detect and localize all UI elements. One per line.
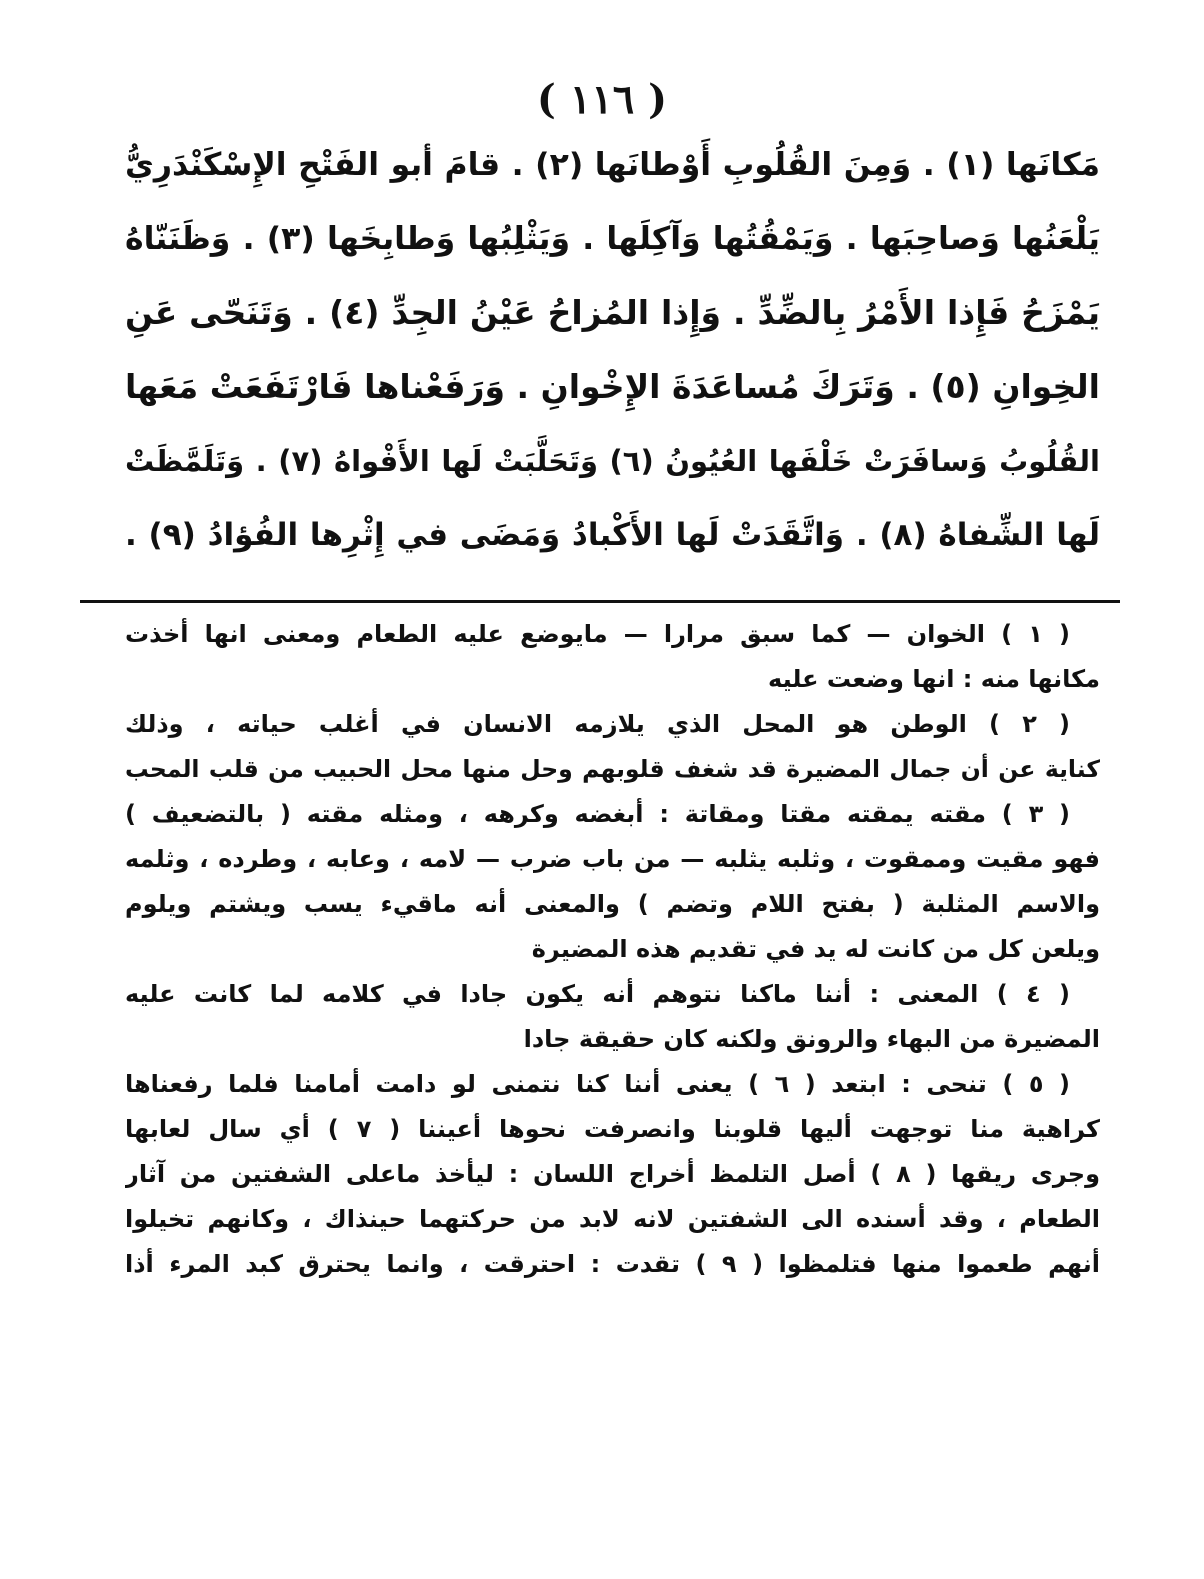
footnote-line: والاسم المثلبة ( بفتح اللام وتضم ) والمعنى أنه ماقيء يسب ويشتم ويلوم (125, 890, 1100, 918)
footnote-line: كناية عن أن جمال المضيرة قد شغف قلوبهم وحل منها محل الحبيب من قلب المحب (125, 755, 1100, 783)
footnotes (125, 612, 1100, 1287)
main-text-line: لَها الشِّفاهُ (٨) . وَاتَّقَدَتْ لَها الأَكْبادُ وَمَضَى في إِثْرِها الفُؤادُ (٩) . (125, 517, 1100, 553)
footnote-line: ( ٣ ) مقته يمقته مقتا ومقاتة : أبغضه وكرهه ، ومثله مقته ( بالتضعيف ) (125, 800, 1070, 828)
footnote-line: المضيرة من البهاء والرونق ولكنه كان حقيقة جادا (523, 1025, 1100, 1053)
footnote-line: ( ١ ) الخوان — كما سبق مرارا — مايوضع عليه الطعام ومعنى انها أخذت (125, 620, 1070, 648)
footnote-line: وجرى ريقها ( ٨ ) أصل التلمظ أخراج اللسان : ليأخذ ماعلى الشفتين من آثار (125, 1160, 1100, 1188)
main-text (125, 128, 1100, 572)
footnote-line: الطعام ، وقد أسنده الى الشفتين لانه لابد من حركتهما حينذاك ، وكانهم تخيلوا (125, 1205, 1100, 1233)
main-text-line: يَلْعَنُها وَصاحِبَها . وَيَمْقُتُها وَآكِلَها . وَيَثْلِبُها وَطابِخَها (٣) . وَظَنَنّاهُ (125, 221, 1100, 257)
footnote-line: ( ٢ ) الوطن هو المحل الذي يلازمه الانسان في أغلب حياته ، وذلك (125, 710, 1070, 738)
main-text-line: مَكانَها (١) . وَمِنَ القُلُوبِ أَوْطانَها (٢) . قامَ أبو الفَتْحِ الإِسْكَنْدَرِيُّ (125, 147, 1100, 183)
footnote-divider (80, 600, 1120, 603)
footnote-line: كراهية منا توجهت أليها قلوبنا وانصرفت نحوها أعيننا ( ٧ ) أي سال لعابها (125, 1115, 1100, 1143)
footnote-line: مكانها منه : انها وضعت عليه (768, 665, 1100, 693)
page-number: ( ١١٦ ) (536, 76, 668, 123)
footnote-line: فهو مقيت وممقوت ، وثلبه يثلبه — من باب ضرب — لامه ، وعابه ، وطرده ، وثلمه (125, 845, 1100, 873)
main-text-line: يَمْزَحُ فَإِذا الأَمْرُ بِالضِّدِّ . وَإِذا المُزاحُ عَيْنُ الجِدِّ (٤) . وَتَنَحّى عَنِ (125, 293, 1100, 332)
main-text-line: القُلُوبُ وَسافَرَتْ خَلْفَها العُيُونُ (٦) وَتَحَلَّبَتْ لَها الأَفْواهُ (٧) . وَتَلَمَّظَتْ (125, 444, 1100, 478)
footnote-line: ( ٤ ) المعنى : أننا ماكنا نتوهم أنه يكون جادا في كلامه لما كانت عليه (125, 980, 1070, 1008)
footnote-line: ويلعن كل من كانت له يد في تقديم هذه المضيرة (531, 935, 1100, 963)
footnote-line: ( ٥ ) تنحى : ابتعد ( ٦ ) يعنى أننا كنا نتمنى لو دامت أمامنا فلما رفعناها (125, 1070, 1071, 1098)
main-text-line: الخِوانِ (٥) . وَتَرَكَ مُساعَدَةَ الإِخْوانِ . وَرَفَعْناها فَارْتَفَعَتْ مَعَها (125, 367, 1100, 406)
footnote-line: أنهم طعموا منها فتلمظوا ( ٩ ) تقدت : احترقت ، وانما يحترق كبد المرء أذا (125, 1250, 1100, 1278)
